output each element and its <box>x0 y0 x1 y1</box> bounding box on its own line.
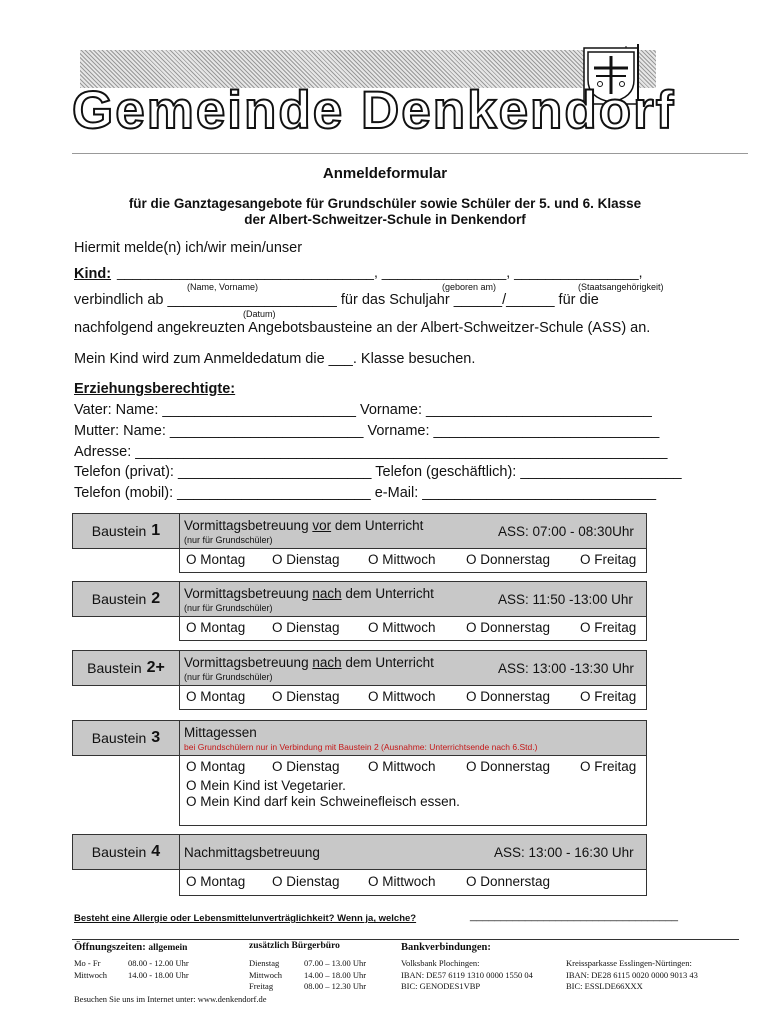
guardians-heading: Erziehungsberechtigte: <box>74 381 236 397</box>
baustein-3-title: Mittagessen <box>184 725 257 740</box>
hours-row1-time: 08.00 - 12.00 Uhr <box>128 958 189 968</box>
baustein-3-freitag[interactable]: O Freitag <box>580 759 637 774</box>
baustein-2plus-montag[interactable]: O Montag <box>186 689 246 704</box>
bb-row1-time: 07.00 – 13.00 Uhr <box>304 958 367 968</box>
buergerbuero-heading: zusätzlich Bürgerbüro <box>249 941 340 951</box>
hours-row2-time: 14.00 - 18.00 Uhr <box>128 970 189 980</box>
baustein-2-title: Vormittagsbetreuung nach dem Unterricht <box>184 586 434 601</box>
adresse-line[interactable]: Adresse: __________________________________________________________________ <box>74 444 668 460</box>
baustein-4-title: Nachmittagsbetreuung <box>184 845 320 860</box>
form-title: Anmeldeformular <box>322 165 448 182</box>
baustein-4-time: ASS: 13:00 - 16:30 Uhr <box>494 845 634 860</box>
baustein-2-header <box>72 581 647 617</box>
baustein-4-montag[interactable]: O Montag <box>186 874 246 889</box>
baustein-2plus-freitag[interactable]: O Freitag <box>580 689 637 704</box>
baustein-2plus-time: ASS: 13:00 -13:30 Uhr <box>498 661 634 676</box>
allergy-question: Besteht eine Allergie oder Lebensmittelunverträglichkeit? Wenn ja, welche? <box>74 913 417 924</box>
baustein-3-label: Baustein 3 <box>91 729 161 746</box>
footer-divider <box>72 939 739 940</box>
hours-heading: Öffnungszeiten: allgemein <box>74 942 188 953</box>
baustein-2-days <box>179 617 647 641</box>
angebote-text: nachfolgend angekreuzten Angebotsbausteine an der Albert-Schweitzer-Schule (ASS) an. <box>74 320 651 336</box>
no-pork-checkbox[interactable]: O Mein Kind darf kein Schweinefleisch essen. <box>186 794 460 809</box>
baustein-3-montag[interactable]: O Montag <box>186 759 246 774</box>
baustein-1-donnerstag[interactable]: O Donnerstag <box>466 552 551 567</box>
baustein-2plus-label: Baustein 2+ <box>87 659 165 676</box>
baustein-1-title: Vormittagsbetreuung vor dem Unterricht <box>184 518 424 533</box>
baustein-1-mittwoch[interactable]: O Mittwoch <box>368 552 436 567</box>
bank2-name: Kreissparkasse Esslingen-Nürtingen: <box>566 958 692 968</box>
baustein-1-days <box>179 549 647 573</box>
municipality-name: Gemeinde Denkendorf <box>72 81 676 140</box>
baustein-2-freitag[interactable]: O Freitag <box>580 620 637 635</box>
baustein-2plus-dienstag[interactable]: O Dienstag <box>272 689 340 704</box>
header-divider <box>72 153 748 154</box>
baustein-2plus-mittwoch[interactable]: O Mittwoch <box>368 689 436 704</box>
telefon-mobil-line[interactable]: Telefon (mobil): ________________________ e-Mail: _____________________________ <box>74 485 657 501</box>
baustein-3-mittwoch[interactable]: O Mittwoch <box>368 759 436 774</box>
baustein-2-note: (nur für Grundschüler) <box>184 603 273 613</box>
baustein-4-days <box>179 870 647 896</box>
hours-row2-day: Mittwoch <box>74 970 108 980</box>
vegetarian-checkbox[interactable]: O Mein Kind ist Vegetarier. <box>186 778 346 793</box>
bank2-bic: BIC: ESSLDE66XXX <box>566 981 643 991</box>
baustein-3-header <box>72 720 647 756</box>
baustein-3-note: bei Grundschülern nur in Verbindung mit Baustein 2 (Ausnahme: Unterrichtsende nach 6.Std.) <box>184 742 538 752</box>
baustein-1-note: (nur für Grundschüler) <box>184 535 273 545</box>
baustein-2plus-days <box>179 686 647 710</box>
allergy-input-line[interactable]: __________________________________ <box>470 910 679 922</box>
baustein-1-montag[interactable]: O Montag <box>186 552 246 567</box>
baustein-2plus-note: (nur für Grundschüler) <box>184 672 273 682</box>
baustein-2plus-header <box>72 650 647 686</box>
kind-label: Kind: <box>74 266 112 282</box>
subtitle-line-1: für die Ganztagesangebote für Grundschüler sowie Schüler der 5. und 6. Klasse <box>128 196 642 211</box>
baustein-2-label: Baustein 2 <box>91 590 161 607</box>
baustein-1-header <box>72 513 647 549</box>
baustein-4-dienstag[interactable]: O Dienstag <box>272 874 340 889</box>
baustein-1-dienstag[interactable]: O Dienstag <box>272 552 340 567</box>
baustein-2-dienstag[interactable]: O Dienstag <box>272 620 340 635</box>
baustein-1-label: Baustein 1 <box>91 522 161 539</box>
bb-row3-day: Freitag <box>249 981 274 991</box>
klasse-line[interactable]: Mein Kind wird zum Anmeldedatum die ___. Klasse besuchen. <box>74 351 476 367</box>
mutter-line[interactable]: Mutter: Name: ________________________ Vorname: ____________________________ <box>74 423 660 439</box>
bank2-iban: IBAN: DE28 6115 0020 0000 9013 43 <box>566 970 698 980</box>
bank1-iban: IBAN: DE57 6119 1310 0000 1550 04 <box>401 970 533 980</box>
baustein-1-time: ASS: 07:00 - 08:30Uhr <box>498 524 634 539</box>
vater-line[interactable]: Vater: Name: ________________________ Vorname: ____________________________ <box>74 402 652 418</box>
form-subtitle <box>0 196 770 228</box>
baustein-3-donnerstag[interactable]: O Donnerstag <box>466 759 551 774</box>
baustein-2-mittwoch[interactable]: O Mittwoch <box>368 620 436 635</box>
telefon-privat-line[interactable]: Telefon (privat): ________________________ Telefon (geschäftlich): ____________________ <box>74 464 682 480</box>
nationality-hint: (Staatsangehörigkeit) <box>578 282 664 292</box>
bb-row2-time: 14.00 – 18.00 Uhr <box>304 970 367 980</box>
baustein-4-label: Baustein 4 <box>91 843 161 860</box>
baustein-2-donnerstag[interactable]: O Donnerstag <box>466 620 551 635</box>
bb-row2-day: Mittwoch <box>249 970 283 980</box>
baustein-1-freitag[interactable]: O Freitag <box>580 552 637 567</box>
baustein-4-mittwoch[interactable]: O Mittwoch <box>368 874 436 889</box>
datum-hint: (Datum) <box>243 309 276 319</box>
bb-row3-time: 08.00 – 12.30 Uhr <box>304 981 367 991</box>
bb-row1-day: Dienstag <box>249 958 280 968</box>
kind-input-line[interactable]: _________________________________, ________________, ________________, <box>117 264 643 280</box>
bank1-bic: BIC: GENODES1VBP <box>401 981 481 991</box>
hours-row1-day: Mo - Fr <box>74 958 101 968</box>
baustein-3-dienstag[interactable]: O Dienstag <box>272 759 340 774</box>
bank1-name: Volksbank Plochingen: <box>401 958 480 968</box>
name-hint: (Name, Vorname) <box>187 282 259 292</box>
baustein-2plus-donnerstag[interactable]: O Donnerstag <box>466 689 551 704</box>
verbindlich-line[interactable]: verbindlich ab _____________________ für das Schuljahr ______/______ für die <box>74 292 599 308</box>
baustein-2plus-title: Vormittagsbetreuung nach dem Unterricht <box>184 655 434 670</box>
bank-heading: Bankverbindungen: <box>401 942 491 953</box>
intro-text: Hiermit melde(n) ich/wir mein/unser <box>74 240 303 256</box>
baustein-2-time: ASS: 11:50 -13:00 Uhr <box>498 592 633 607</box>
baustein-3-days <box>179 756 647 826</box>
born-hint: (geboren am) <box>442 282 497 292</box>
baustein-2-montag[interactable]: O Montag <box>186 620 246 635</box>
baustein-4-header <box>72 834 647 870</box>
website-link[interactable]: Besuchen Sie uns im Internet unter: www.denkendorf.de <box>74 994 267 1004</box>
subtitle-line-2: der Albert-Schweitzer-Schule in Denkendorf <box>244 212 526 227</box>
baustein-4-donnerstag[interactable]: O Donnerstag <box>466 874 551 889</box>
